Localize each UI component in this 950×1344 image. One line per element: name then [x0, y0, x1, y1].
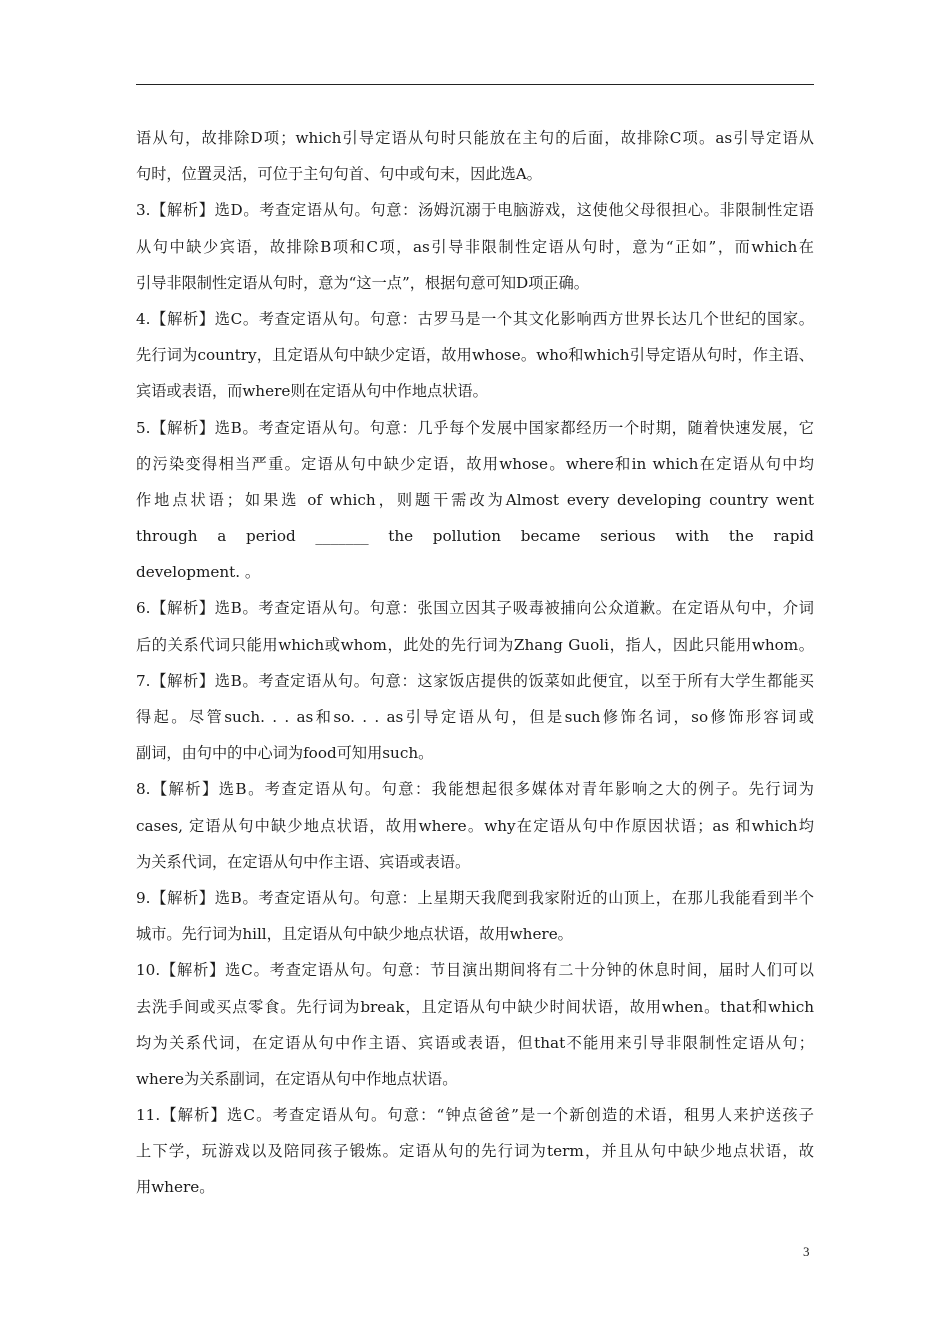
text-line: 句时，位置灵活，可位于主句句首、句中或句末，因此选A。 [136, 165, 542, 184]
answer-explanations [136, 120, 814, 1206]
text-line: 上下学，玩游戏以及陪同孩子锻炼。定语从句的先行词为term，并且从句中缺少地点状语，故 [136, 1142, 814, 1161]
text-line: 从句中缺少宾语，故排除B项和C项，as引导非限制性定语从句时，意为“正如”，而which在 [136, 237, 814, 256]
text-line: development. 。 [136, 563, 261, 582]
page-number: 3 [803, 1244, 810, 1259]
text-line: where为关系副词，在定语从句中作地点状语。 [136, 1069, 458, 1088]
text-line: through a period _______ the pollution became serious with the rapid [136, 527, 814, 546]
text-line: 均为关系代词，在定语从句中作主语、宾语或表语，但that不能用来引导非限制性定语从句； [136, 1033, 814, 1052]
text-line: 作地点状语；如果选 of which，则题干需改为Almost every developing country went [136, 490, 814, 509]
text-line: 引导非限制性定语从句时，意为“这一点”，根据句意可知D项正确。 [136, 273, 589, 292]
text-line: 去洗手间或买点零食。先行词为break，且定语从句中缺少时间状语，故用when。that和which [136, 997, 814, 1016]
text-line: cases, 定语从句中缺少地点状语，故用where。why在定语从句中作原因状语；as 和which均 [136, 816, 814, 835]
text-line: 11.【解析】选C。考查定语从句。句意：“钟点爸爸”是一个新创造的术语，租男人来护送孩子 [136, 1106, 814, 1125]
text-line: 3.【解析】选D。考查定语从句。句意：汤姆沉溺于电脑游戏，这使他父母很担心。非限制性定语 [136, 201, 814, 220]
text-line: 为关系代词，在定语从句中作主语、宾语或表语。 [136, 852, 471, 871]
text-line: 用where。 [136, 1178, 215, 1197]
text-line: 6.【解析】选B。考查定语从句。句意：张国立因其子吸毒被捕向公众道歉。在定语从句中，介词 [136, 599, 814, 618]
text-line: 10.【解析】选C。考查定语从句。句意：节目演出期间将有二十分钟的休息时间，届时人们可以 [136, 961, 814, 980]
header-rule [136, 84, 814, 85]
text-line: 8.【解析】选B。考查定语从句。句意：我能想起很多媒体对青年影响之大的例子。先行词为 [136, 780, 814, 799]
text-line: 4.【解析】选C。考查定语从句。句意：古罗马是一个其文化影响西方世界长达几个世纪的国家。 [136, 309, 814, 328]
text-line: 先行词为country，且定语从句中缺少定语，故用whose。who和which引导定语从句时，作主语、 [136, 346, 814, 365]
text-line: 的污染变得相当严重。定语从句中缺少定语，故用whose。where和in which在定语从句中均 [136, 454, 814, 473]
text-line: 9.【解析】选B。考查定语从句。句意：上星期天我爬到我家附近的山顶上，在那儿我能看到半个 [136, 888, 814, 907]
text-line: 后的关系代词只能用which或whom，此处的先行词为Zhang Guoli，指人，因此只能用whom。 [136, 635, 814, 654]
text-line: 7.【解析】选B。考查定语从句。句意：这家饭店提供的饭菜如此便宜，以至于所有大学生都能买 [136, 671, 814, 690]
text-line: 得起。尽管such. . . as和so. . . as引导定语从句，但是such修饰名词，so修饰形容词或 [136, 708, 814, 726]
text-line: 宾语或表语，而where则在定语从句中作地点状语。 [136, 382, 488, 401]
text-line: 城市。先行词为hill，且定语从句中缺少地点状语，故用where。 [136, 925, 573, 944]
text-line: 语从句，故排除D项；which引导定语从句时只能放在主句的后面，故排除C项。as引导定语从 [136, 129, 814, 147]
text-line: 副词，由句中的中心词为food可知用such。 [136, 744, 434, 763]
text-line: 5.【解析】选B。考查定语从句。句意：几乎每个发展中国家都经历一个时期，随着快速发展，它 [136, 418, 814, 437]
